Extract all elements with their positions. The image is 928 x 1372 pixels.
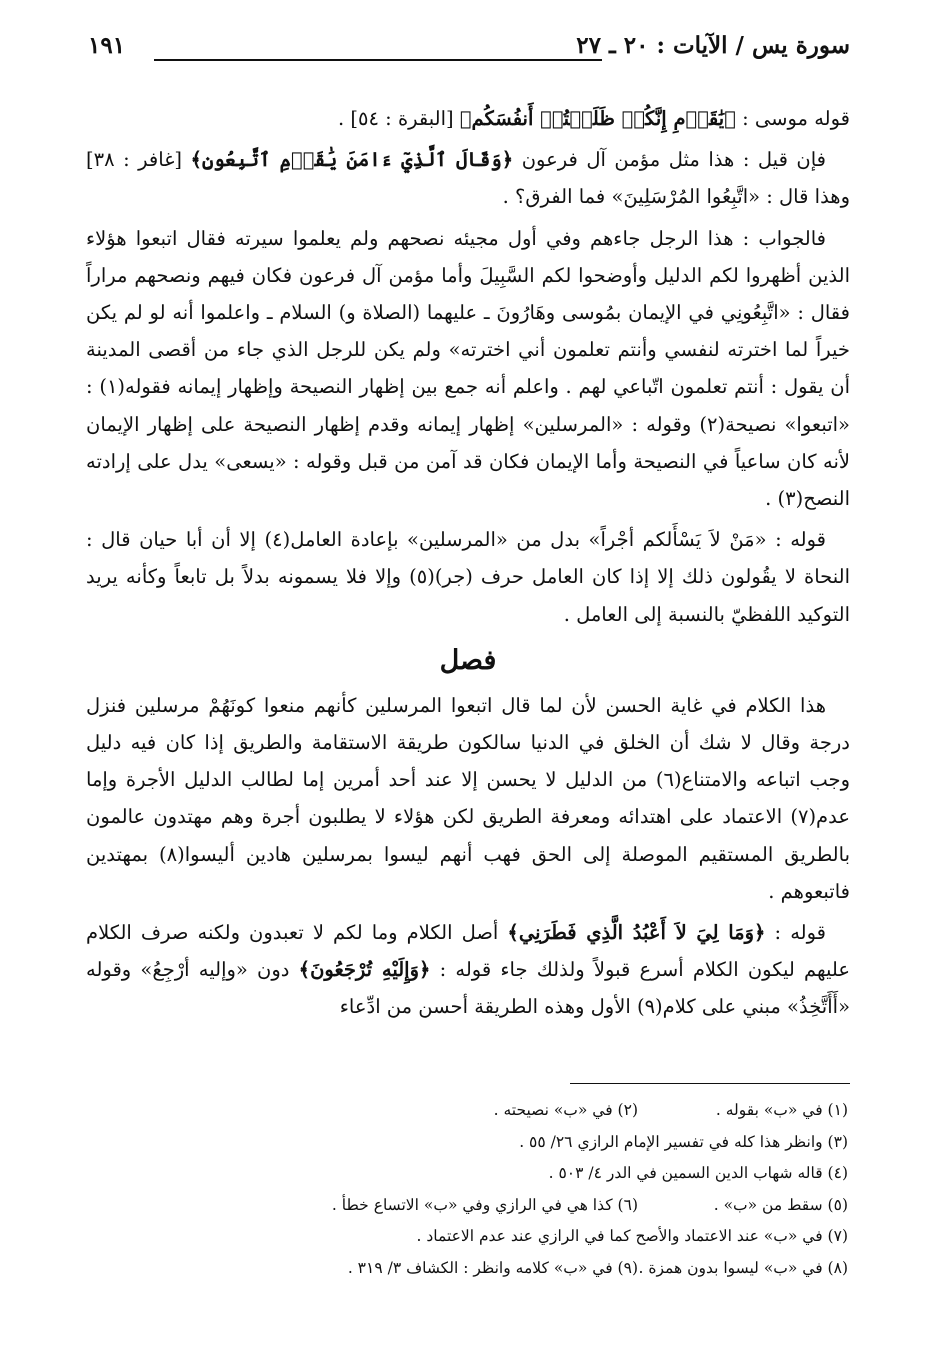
text-run: دون «وإليه أرْجِعُ» وقوله «أَأَتَّخِذُ» مبني على كلام(٩) الأول وهذه الطريقة أحسن من ادِّعاء xyxy=(86,958,850,1019)
footnote: (٩) في «ب» كلامه وانظر : الكشاف ٣/ ٣١٩ . xyxy=(347,1258,638,1277)
text-run: قوله موسى : xyxy=(735,107,850,130)
text-run: أصل الكلام وما لكم لا تعبدون ولكنه صرف الكلام عليهم ليكون الكلام أسرع قبولاً ولذلك جاء قوله : xyxy=(86,921,850,982)
footnote-row xyxy=(86,1221,848,1253)
footnote: (٧) في «ب» عند الاعتماد والأصح كما في الرازي عند عدم الاعتماد . xyxy=(416,1227,848,1245)
footnote-separator xyxy=(570,1083,850,1084)
footnote-row xyxy=(86,1095,848,1127)
page-number: ١٩١ xyxy=(88,32,126,59)
quran-verse: ﴿وَقَالَ ٱلَّذِيٓ ءَامَنَ يَٰقَوۡمِ ٱتَّبِعُونِ﴾ xyxy=(190,148,514,172)
quran-verse: ﴿وَمَا لِيَ لاَ أَعْبُدُ الَّذِي فَطَرَنِي﴾ xyxy=(507,921,766,945)
footnote: (٣) وانظر هذا كله في تفسير الإمام الرازي ٢٦/ ٥٥ . xyxy=(519,1132,848,1151)
footnote: (٥) سقط من «ب» . xyxy=(713,1195,848,1214)
footnote: (٦) كذا هي في الرازي وفي «ب» الاتساع خطأ . xyxy=(331,1195,638,1214)
text-run: فإن قيل : هذا مثل مؤمن آل فرعون xyxy=(513,148,826,172)
sura-title: سورة يس / الآيات : ٢٠ ـ ٢٧ xyxy=(576,32,850,59)
text-run: [البقرة : ٥٤] . xyxy=(338,107,460,130)
header-rule xyxy=(154,59,602,61)
footnotes xyxy=(86,1095,848,1284)
footnote-row xyxy=(86,1127,848,1159)
footnote: (٨) في «ب» ليسوا بدون همزة . xyxy=(638,1258,848,1277)
footnote-row xyxy=(86,1190,848,1222)
page-header xyxy=(88,32,850,72)
quran-verse: ﴿وَإِلَيْهِ تُرْجَعُونَ﴾ xyxy=(298,958,431,982)
paragraph-3: فالجواب : هذا الرجل جاءهم وفي أول مجيئه نصحهم ولم يعلموا سيرته فقال اتبعوا هؤلاء الذين أظهروا لكم الدليل وأوضحوا لكم السَّبِيلَ وأما مؤمن آل فرعون فكان فيهم ونصحهم مراراً فقال : «اتَّبِعُونِي في الإيمان بمُوسى وهَارُونَ ـ عليهما (الصلاة و) السلام ـ واعلموا أنه لو لم يكن خيراً لما اخترته لنفسي وأنتم تعلمون أني اخترته» ولم يكن للرجل الذي جاء من أقصى المدينة أن يقول : أنتم تعلمون اتّباعي لهم . واعلم أنه جمع بين إظهار النصيحة وإظهار إيمانه فقوله(١) : «اتبعوا» نصيحة(٢) وقوله : «المرسلين» إظهار إيمانه وقدم إظهار النصيحة على إظهار الإيمان لأنه كان ساعياً في النصيحة وأما الإيمان فكان قد آمن من قبل وقوله : «يسعى» يدل على إرادته النصح(٣) . xyxy=(86,226,850,511)
footnote-row xyxy=(86,1158,848,1190)
paragraph-6 xyxy=(86,914,850,1026)
main-text xyxy=(86,100,850,1030)
footnote: (٢) في «ب» نصيحته . xyxy=(493,1101,638,1119)
footnote-row xyxy=(86,1253,848,1285)
quran-verse: ﴿يَٰقَوۡمِ إِنَّكُمۡ ظَلَمۡتُمۡ أَنفُسَكُم﴾ xyxy=(459,107,736,130)
paragraph-1 xyxy=(86,100,850,137)
paragraph-5: هذا الكلام في غاية الحسن لأن لما قال اتبعوا المرسلين كأنهم منعوا كونَهُمْ مرسلين فنزل درجة وقال لا شك أن الخلق في الدنيا سالكون طريقة الاستقامة والطريق إذا كان فيه دليل وجب اتباعه والامتناع(٦) من الدليل لا يحسن إلا عند أحد أمرين إما لطالب الدليل الأجرة وإما عدم(٧) الاعتماد على اهتدائه ومعرفة الطريق لكن هؤلاء لا يطلبون أجرة وهم مهتدون عالمون بالطريق المستقيم الموصلة إلى الحق فهب أنهم ليسوا بمرسلين هادين أليسوا(٨) بمهتدين فاتبعوهم . xyxy=(86,693,850,903)
text-run: قوله : xyxy=(765,921,826,945)
text-run: [غافر : ٣٨] وهذا قال : «اتَّبِعُوا المُرْسَلِينَ» فما الفرق؟ . xyxy=(86,148,850,209)
paragraph-2 xyxy=(86,141,850,215)
paragraph-4: قوله : «مَنْ لاَ يَسْأَلكم أجْراً» بدل من «المرسلين» بإعادة العامل(٤) إلا أن أبا حيان قال : النحاة لا يقُولون ذلك إلا إذا كان العامل حرف (جر)(٥) وإلا فلا يسمونه بدلاً بل تابعاً وكأنه يريد التوكيد اللفظيّ بالنسبة إلى العامل . xyxy=(86,528,851,626)
footnote: (١) في «ب» بقوله . xyxy=(715,1101,848,1119)
footnote: (٤) قاله شهاب الدين السمين في الدر ٤/ ٥٠٣ . xyxy=(548,1164,848,1182)
section-heading: فصل xyxy=(439,644,497,676)
